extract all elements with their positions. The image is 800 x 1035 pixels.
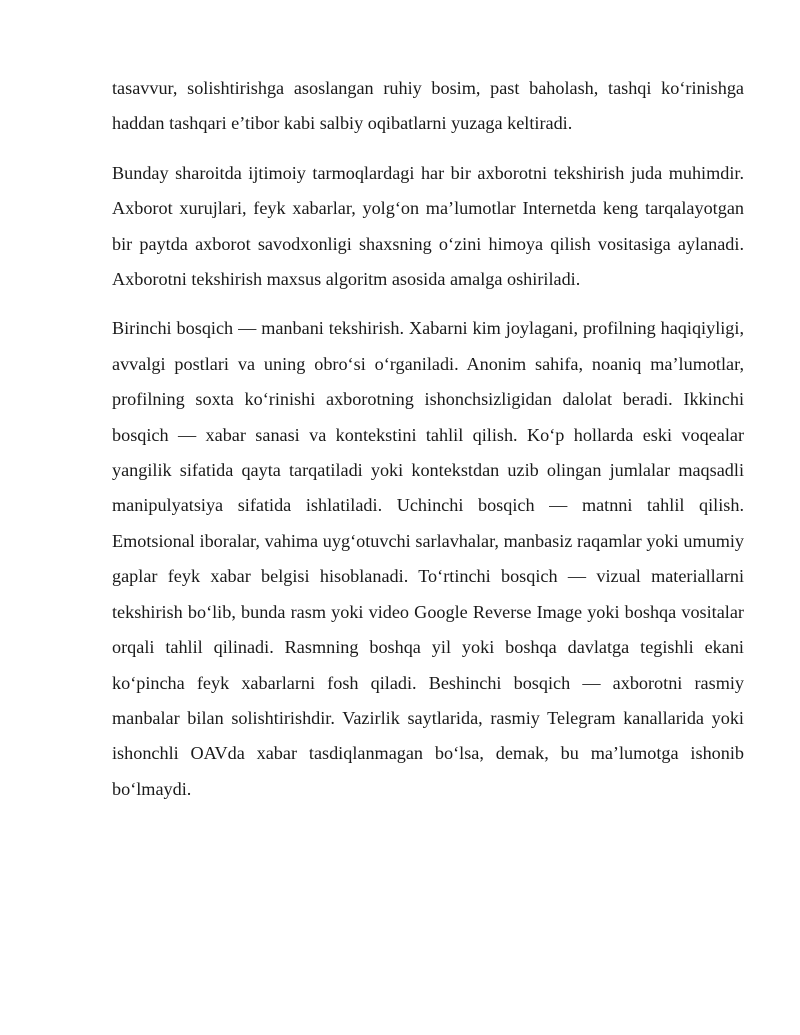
paragraph-verification-steps: Birinchi bosqich — manbani tekshirish. Xabarni kim joylagani, profilning haqiqiyligi, avvalgi postlari va uning obro‘si o‘rganiladi. Anonim sahifa, noaniq ma’lumotlar, profilning soxta ko‘rinishi axborotning ishonchsizligidan dalolat beradi. Ikkinchi bosqich — xabar sanasi va kontekstini tahlil qilish. Ko‘p hollarda eski voqealar yangilik sifatida qayta tarqatiladi yoki kontekstdan uzib olingan jumlalar maqsadli manipulyatsiya sifatida ishlatiladi. Uchinchi bosqich — matnni tahlil qilish. Emotsional iboralar, vahima uyg‘otuvchi sarlavhalar, manbasiz raqamlar yoki umumiy gaplar feyk xabar belgisi hisoblanadi. To‘rtinchi bosqich — vizual materiallarni tekshirish bo‘lib, bunda rasm yoki video Google Reverse Image yoki boshqa vositalar orqali tahlil qilinadi. Rasmning boshqa yil yoki boshqa davlatga tegishli ekani ko‘pincha feyk xabarlarni fosh qiladi. Beshinchi bosqich — axborotni rasmiy manbalar bilan solishtirishdir. Vazirlik saytlarida, rasmiy Telegram kanallarida yoki ishonchli OAVda xabar tasdiqlanmagan bo‘lsa, demak, bu ma’lumotga ishonib bo‘lmaydi.: [112, 318, 744, 799]
paragraph-continuation: tasavvur, solishtirishga asoslangan ruhiy bosim, past baholash, tashqi ko‘rinishga haddan tashqari e’tibor kabi salbiy oqibatlarni yuzaga keltiradi.: [112, 78, 744, 134]
paragraph-fact-checking-intro: Bunday sharoitda ijtimoiy tarmoqlardagi har bir axborotni tekshirish juda muhimdir. Axborot xurujlari, feyk xabarlar, yolg‘on ma’lumotlar Internetda keng tarqalayotgan bir paytda axborot savodxonligi shaxsning o‘zini himoya qilish vositasiga aylanadi. Axborotni tekshirish maxsus algoritm asosida amalga oshiriladi.: [112, 162, 744, 290]
body-text: [112, 71, 744, 821]
